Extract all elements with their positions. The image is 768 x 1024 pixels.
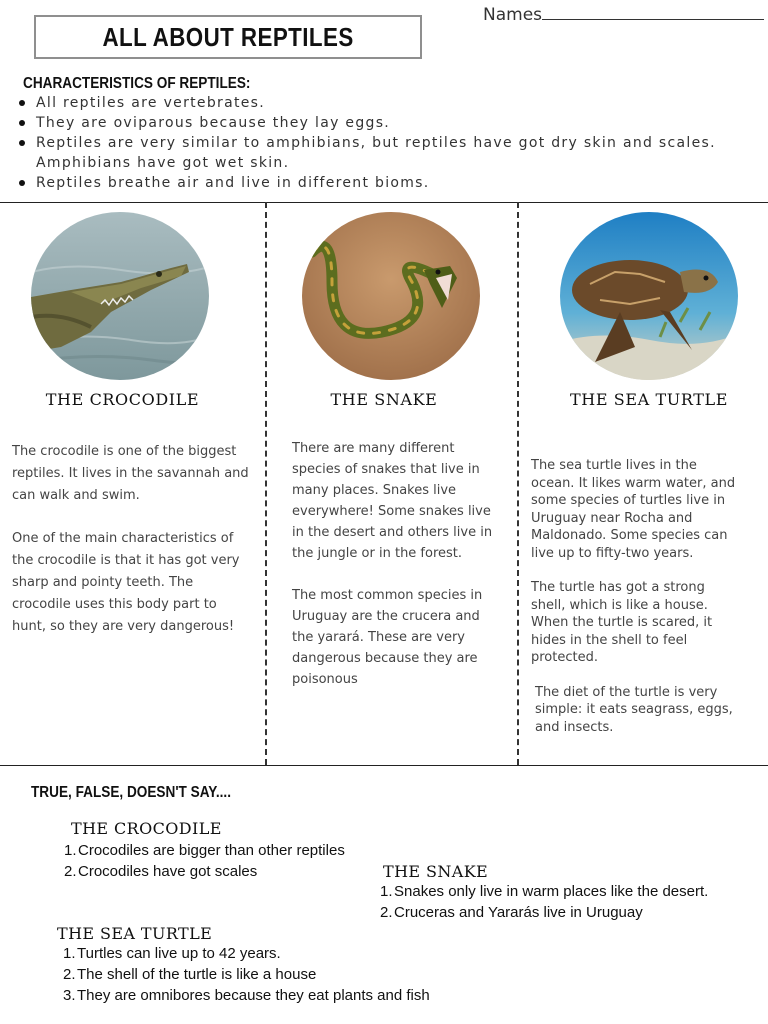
item-number: 2. [63, 966, 76, 983]
item-number: 1. [64, 842, 77, 859]
list-item: All reptiles are vertebrates. [17, 93, 765, 113]
names-label: Names [483, 5, 543, 25]
list-item [63, 985, 430, 1006]
sea-turtle-paragraph-3: The diet of the turtle is very simple: it eats seagrass, eggs, and insects. [535, 684, 733, 735]
list-item [63, 964, 430, 985]
crocodile-title: THE CROCODILE [45, 390, 200, 409]
column-divider-right [517, 202, 519, 765]
quiz-statement: Turtles can live up to 42 years. [77, 945, 281, 962]
item-number: 1. [63, 945, 76, 962]
quiz-statement: Snakes only live in warm places like the desert. [394, 883, 709, 900]
list-item [64, 840, 345, 861]
quiz-sea-turtle-title: THE SEA TURTLE [57, 924, 213, 943]
list-item: They are oviparous because they lay eggs. [17, 113, 765, 133]
item-number: 2. [380, 904, 393, 921]
list-item [380, 902, 708, 923]
quiz-snake-list [380, 881, 708, 923]
names-blank-line[interactable] [542, 4, 764, 20]
list-item [63, 943, 430, 964]
crocodile-paragraph-2: One of the main characteristics of the crocodile is that it has got very sharp and pointy teeth. The crocodile uses this body part to hunt, so they are very dangerous! [12, 531, 240, 634]
sea-turtle-title: THE SEA TURTLE [570, 390, 728, 409]
item-number: 2. [64, 863, 77, 880]
quiz-crocodile-list [64, 840, 345, 882]
quiz-statement: They are omnibores because they eat plants and fish [77, 987, 430, 1004]
snake-paragraph-1: There are many different species of snakes that live in many places. Snakes live everywhere! Some snakes live in the desert and others live in the jungle or in the forest. [292, 441, 493, 561]
snake-paragraph-2: The most common species in Uruguay are the crucera and the yarará. These are very dangerous because they are poisonous [292, 588, 483, 687]
crocodile-text [12, 441, 250, 638]
snake-text [292, 438, 504, 690]
quiz-statement: Cruceras and Yararás live in Uruguay [394, 904, 643, 921]
characteristics-title: CHARACTERISTICS OF REPTILES: [23, 75, 251, 92]
names-field[interactable] [483, 4, 764, 25]
title-box [34, 15, 422, 59]
sea-turtle-illustration [560, 212, 738, 380]
quiz-snake-title: THE SNAKE [383, 862, 489, 881]
sea-turtle-photo [560, 212, 738, 380]
characteristics-list [17, 93, 765, 193]
crocodile-photo [31, 212, 209, 380]
top-divider [0, 202, 768, 203]
quiz-sea-turtle-list [63, 943, 430, 1006]
item-number: 1. [380, 883, 393, 900]
sea-turtle-text [531, 457, 743, 736]
sea-turtle-paragraph-1: The sea turtle lives in the ocean. It likes warm water, and some species of turtles live in Uruguay near Rocha and Maldonado. Some species can live up to fifty-two years. [531, 458, 736, 561]
list-item: Reptiles breathe air and live in different bioms. [17, 173, 765, 193]
crocodile-paragraph-1: The crocodile is one of the biggest reptiles. It lives in the savannah and can walk and swim. [12, 444, 249, 503]
item-number: 3. [63, 987, 76, 1004]
quiz-statement: The shell of the turtle is like a house [77, 966, 317, 983]
quiz-title: TRUE, FALSE, DOESN'T SAY.... [31, 784, 231, 801]
quiz-crocodile-title: THE CROCODILE [71, 819, 222, 838]
list-item [380, 881, 708, 902]
snake-illustration [302, 212, 480, 380]
sea-turtle-paragraph-2: The turtle has got a strong shell, which is like a house. When the turtle is scared, it hides in the shell to feel protected. [531, 580, 713, 665]
quiz-statement: Crocodiles are bigger than other reptiles [78, 842, 345, 859]
snake-title: THE SNAKE [330, 390, 438, 409]
column-divider-left [265, 202, 267, 765]
crocodile-illustration [31, 212, 209, 380]
bottom-divider [0, 765, 768, 766]
list-item: Reptiles are very similar to amphibians, but reptiles have got dry skin and scales. Amphibians have got wet skin. [17, 133, 765, 173]
snake-photo [302, 212, 480, 380]
list-item [64, 861, 345, 882]
quiz-statement: Crocodiles have got scales [78, 863, 258, 880]
page-title: ALL ABOUT REPTILES [102, 21, 354, 52]
